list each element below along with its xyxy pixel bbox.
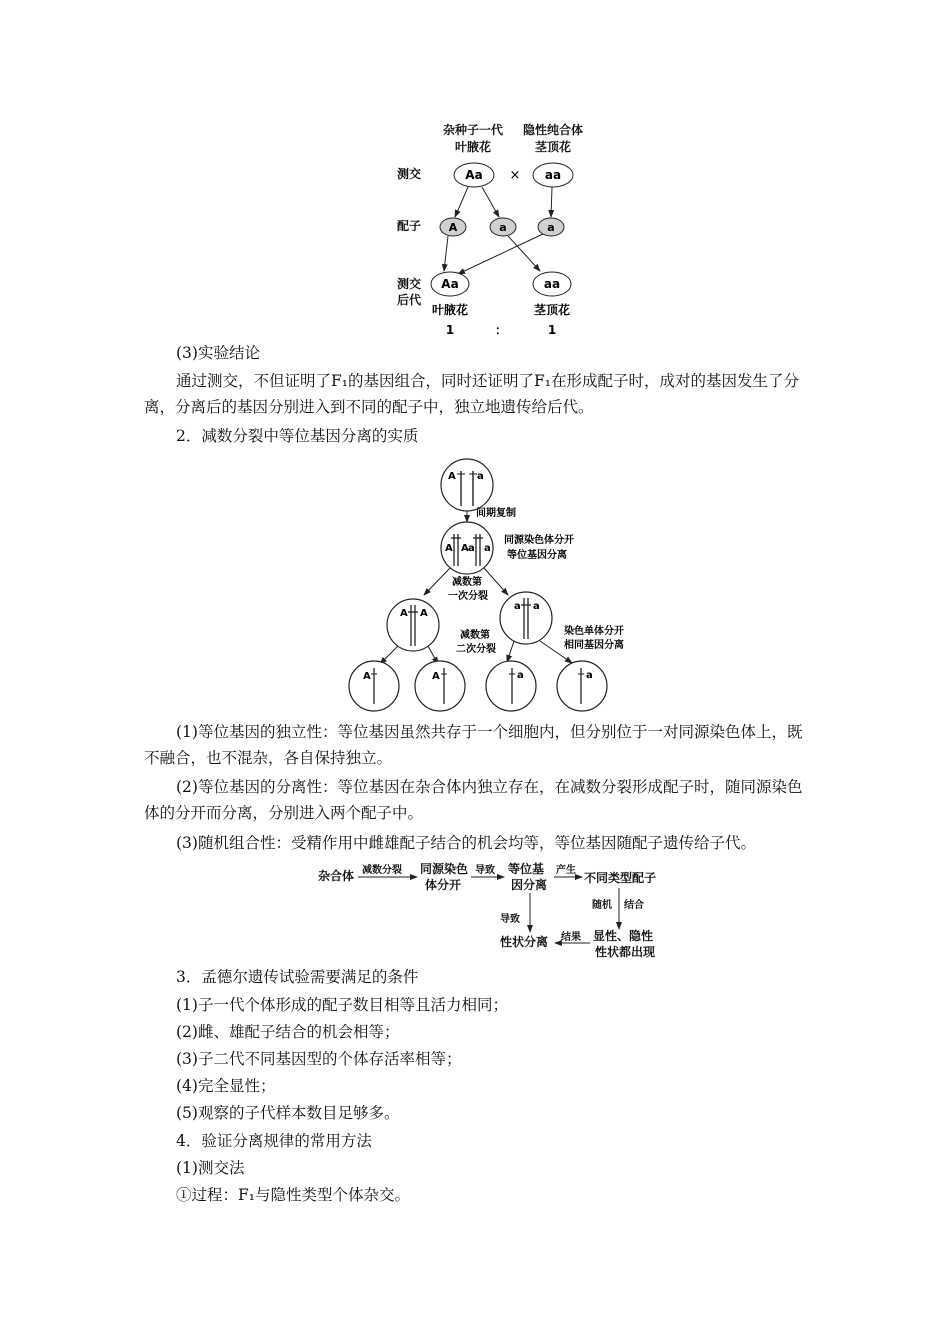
cell-gamete-2 — [415, 661, 465, 711]
flow-allele-sep-1: 等位基 — [508, 862, 545, 876]
allele-A-2: A — [445, 543, 453, 554]
allele-a-2: a — [468, 543, 475, 554]
point-3: (3)随机组合性：受精作用中雌雄配子结合的机会均等，等位基因随配子遗传给子代。 — [176, 834, 756, 852]
cell-interphase — [441, 459, 493, 511]
flow-allele-sep-2: 因分离 — [511, 878, 548, 892]
method-1: (1)测交法 — [176, 1159, 245, 1177]
allele-a-1: a — [477, 471, 484, 482]
condition-5: (5)观察的子代样本数目足够多。 — [176, 1104, 400, 1122]
allele-A-6: A — [363, 671, 371, 682]
condition-1: (1)子一代个体形成的配子数目相等且活力相同； — [176, 996, 508, 1014]
row-label-gamete: 配子 — [397, 219, 422, 233]
allele-a-7: a — [586, 670, 593, 681]
flow-traits-1: 显性、隐性 — [593, 929, 654, 943]
condition-4: (4)完全显性； — [176, 1077, 276, 1095]
allele-a-4: a — [514, 601, 521, 612]
parent-left-bottom: 叶腋花 — [454, 140, 492, 154]
flow-homolog-2: 体分开 — [425, 878, 462, 892]
offspring1-phenotype: 叶腋花 — [431, 303, 469, 317]
allele-a-5: a — [533, 601, 540, 612]
allele-A-7: A — [432, 671, 440, 682]
condition-3: (3)子二代不同基因型的个体存活率相等； — [176, 1050, 462, 1068]
row-label-testcross: 测交 — [397, 167, 422, 181]
flow-result: 结果 — [561, 932, 581, 943]
point-1: (1)等位基因的独立性：等位基因虽然共存于一个细胞内，但分别位于一对同源染色体上，既不融合，也不混杂，各自保持独立。 — [144, 723, 803, 767]
meiosis-diagram — [344, 458, 644, 718]
label-sister-1: 染色单体分开 — [564, 626, 624, 637]
gamete2-label: a — [499, 221, 507, 234]
flow-trait-sep: 性状分离 — [500, 935, 549, 949]
heading-4: 4．验证分离规律的常用方法 — [176, 1132, 372, 1150]
allele-A-1: A — [448, 471, 456, 482]
heading-3: 3．孟德尔遗传试验需要满足的条件 — [176, 968, 419, 986]
flow-diagram — [314, 858, 684, 962]
process-step: ①过程：F₁与隐性类型个体杂交。 — [176, 1186, 410, 1204]
cell-daughter-a — [500, 592, 552, 644]
label-meiosis1-1: 减数第 — [452, 577, 482, 588]
flow-arrow1-label: 减数分裂 — [362, 865, 402, 876]
label-homolog-1: 同源染色体分开 — [504, 535, 574, 546]
offspring2-phenotype: 茎顶花 — [533, 303, 571, 317]
parent2-label: aa — [544, 168, 562, 182]
label-meiosis2-2: 二次分裂 — [456, 644, 496, 655]
cell-daughter-A — [387, 599, 439, 651]
allele-A-5: A — [420, 608, 428, 619]
offspring1-label: Aa — [441, 277, 459, 291]
flow-hybrid: 杂合体 — [318, 869, 355, 883]
allele-A-3: A — [461, 543, 469, 554]
condition-2: (2)雌、雄配子结合的机会相等； — [176, 1023, 400, 1041]
section-3-3-title: (3)实验结论 — [176, 344, 260, 362]
label-interphase: 间期复制 — [476, 508, 516, 519]
parent-right-bottom: 茎顶花 — [534, 140, 572, 154]
flow-arrow2-label: 导致 — [475, 865, 495, 876]
allele-a-6: a — [517, 670, 524, 681]
parent-right-top: 隐性纯合体 — [522, 123, 584, 137]
label-homolog-2: 等位基因分离 — [507, 550, 567, 561]
flow-traits-2: 性状都出现 — [595, 945, 656, 959]
cell-gamete-4 — [557, 661, 607, 711]
ratio-colon: ： — [494, 323, 508, 337]
ratio-right: 1 — [547, 323, 557, 337]
gamete3-label: a — [547, 221, 555, 234]
parent1-label: Aa — [465, 168, 483, 182]
flow-combine: 结合 — [624, 900, 644, 911]
section-3-3-text: 通过测交，不但证明了F₁的基因组合，同时还证明了F₁在形成配子时，成对的基因发生了分离，分离后的基因分别进入到不同的配子中，独立地遗传给后代。 — [144, 372, 799, 416]
flow-homolog-1: 同源染色 — [420, 862, 469, 876]
label-meiosis1-2: 一次分裂 — [448, 591, 488, 602]
gamete1-label: A — [448, 221, 458, 234]
parent-left-top: 杂种子一代 — [442, 123, 504, 137]
testcross-diagram — [390, 118, 610, 340]
allele-a-3: a — [484, 543, 491, 554]
point-2: (2)等位基因的分离性：等位基因在杂合体内独立存在，在减数分裂形成配子时，随同源染色体的分开而分离，分别进入两个配子中。 — [144, 778, 803, 822]
cell-gamete-3 — [486, 661, 536, 711]
allele-A-4: A — [400, 608, 408, 619]
flow-arrow3-label: 产生 — [556, 865, 576, 876]
row-label-offspring-2: 后代 — [397, 293, 422, 307]
row-label-offspring-1: 测交 — [397, 277, 422, 291]
offspring2-label: aa — [543, 277, 561, 291]
flow-random: 随机 — [592, 900, 612, 911]
ratio-left: 1 — [445, 323, 455, 337]
cross-symbol: × — [509, 168, 521, 183]
flow-gametes: 不同类型配子 — [584, 871, 657, 885]
label-sister-2: 相同基因分离 — [564, 640, 624, 651]
flow-arrow-down-label: 导致 — [500, 914, 520, 925]
label-meiosis2-1: 减数第 — [460, 630, 490, 641]
heading-2: 2．减数分裂中等位基因分离的实质 — [176, 427, 419, 445]
